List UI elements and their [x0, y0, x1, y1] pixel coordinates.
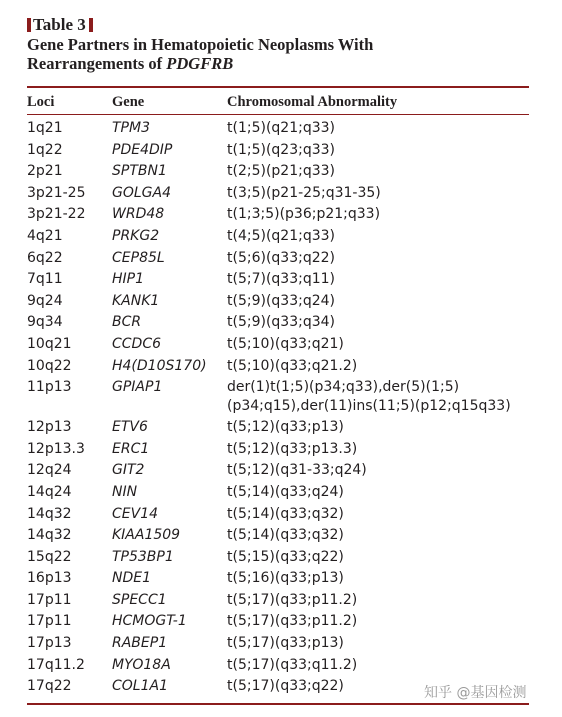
loci-cell: 17p11	[27, 613, 72, 630]
loci-cell: 9q34	[27, 314, 63, 331]
table-label	[27, 15, 537, 35]
caption-line-1: Gene Partners in Hematopoietic Neoplasms With	[27, 35, 374, 54]
title-bar-right	[89, 18, 93, 32]
table-row	[0, 418, 562, 440]
loci-cell: 10q21	[27, 335, 72, 352]
abnormality-cell: der(1)t(1;5)(p34;q33),der(5)(1;5)(p34;q15),der(11)ins(11;5)(p12;q15q33)	[227, 379, 511, 415]
watermark: 知乎 @基因检测	[424, 685, 527, 701]
table-row	[0, 569, 562, 591]
abnormality-cell: t(5;17)(q33;q11.2)	[227, 656, 358, 673]
loci-cell: 17p11	[27, 591, 72, 608]
caption-line-2	[27, 54, 537, 73]
table-number: Table 3	[33, 15, 86, 34]
table-row	[0, 184, 562, 206]
table-row	[0, 378, 562, 418]
bottom-rule	[27, 703, 529, 705]
loci-cell: 12p13	[27, 419, 72, 436]
gene-cell: GIT2	[112, 462, 145, 479]
header-loci: Loci	[27, 94, 55, 110]
loci-cell: 10q22	[27, 357, 72, 374]
gene-cell: ETV6	[112, 419, 148, 436]
abnormality-cell: t(5;12)(q31-33;q24)	[227, 462, 367, 479]
abnormality-cell: t(5;10)(q33;q21.2)	[227, 357, 358, 374]
loci-cell: 12p13.3	[27, 440, 85, 457]
table-row	[0, 162, 562, 184]
gene-cell: PDE4DIP	[112, 141, 173, 158]
table-row	[0, 440, 562, 462]
loci-cell: 2p21	[27, 163, 63, 180]
gene-cell: KANK1	[112, 292, 160, 309]
table-row	[0, 483, 562, 505]
gene-cell: SPTBN1	[112, 163, 167, 180]
table-body	[0, 119, 562, 699]
gene-cell: WRD48	[112, 206, 165, 223]
abnormality-cell: t(5;17)(q33;p11.2)	[227, 613, 358, 630]
loci-cell: 17q22	[27, 678, 72, 695]
table-row	[0, 313, 562, 335]
table-row	[0, 357, 562, 379]
gene-cell: GOLGA4	[112, 184, 172, 201]
table-row	[0, 227, 562, 249]
caption-gene: PDGFRB	[166, 54, 234, 73]
abnormality-cell: t(1;5)(q23;q33)	[227, 141, 335, 158]
table-row	[0, 335, 562, 357]
header-abnormality: Chromosomal Abnormality	[227, 94, 398, 110]
gene-cell: TP53BP1	[112, 548, 174, 565]
abnormality-cell: t(5;15)(q33;q22)	[227, 548, 344, 565]
gene-cell: ERC1	[112, 440, 150, 457]
abnormality-cell: t(5;9)(q33;q34)	[227, 314, 335, 331]
top-rule	[27, 86, 529, 88]
caption-line-2-prefix: Rearrangements of	[27, 54, 163, 73]
abnormality-cell: t(5;14)(q33;q32)	[227, 527, 344, 544]
abnormality-cell: t(2;5)(p21;q33)	[227, 163, 335, 180]
table-row	[0, 591, 562, 613]
abnormality-cell: t(5;14)(q33;q24)	[227, 483, 344, 500]
title-bar-left	[27, 18, 31, 32]
header-gene: Gene	[112, 94, 145, 110]
table-row	[0, 292, 562, 314]
gene-cell: KIAA1509	[112, 527, 181, 544]
table-row	[0, 119, 562, 141]
abnormality-cell: t(5;17)(q33;q22)	[227, 678, 344, 695]
loci-cell: 3p21-25	[27, 184, 86, 201]
gene-cell: CEV14	[112, 505, 159, 522]
gene-cell: RABEP1	[112, 635, 168, 652]
table-row	[0, 141, 562, 163]
loci-cell: 3p21-22	[27, 206, 86, 223]
loci-cell: 14q32	[27, 527, 72, 544]
loci-cell: 1q22	[27, 141, 63, 158]
loci-cell: 16p13	[27, 570, 72, 587]
gene-cell: NIN	[112, 483, 138, 500]
abnormality-cell: t(5;7)(q33;q11)	[227, 271, 335, 288]
abnormality-cell: t(1;5)(q21;q33)	[227, 120, 335, 136]
table-row	[0, 205, 562, 227]
gene-cell: H4(D10S170)	[112, 357, 207, 374]
loci-cell: 9q24	[27, 292, 63, 309]
gene-cell: COL1A1	[112, 678, 168, 695]
abnormality-cell: t(3;5)(p21-25;q31-35)	[227, 184, 381, 201]
loci-cell: 4q21	[27, 227, 63, 244]
gene-cell: TPM3	[112, 120, 150, 136]
table-caption	[27, 35, 537, 73]
loci-cell: 17q11.2	[27, 656, 85, 673]
gene-cell: NDE1	[112, 570, 152, 587]
loci-cell: 12q24	[27, 462, 72, 479]
gene-cell: HCMOGT-1	[112, 613, 187, 630]
loci-cell: 7q11	[27, 271, 63, 288]
loci-cell: 14q32	[27, 505, 72, 522]
loci-cell: 1q21	[27, 120, 63, 136]
abnormality-cell: t(5;6)(q33;q22)	[227, 249, 335, 266]
table-title-block	[27, 15, 537, 73]
abnormality-cell: t(5;12)(q33;p13)	[227, 419, 344, 436]
loci-cell: 17p13	[27, 635, 72, 652]
abnormality-cell: t(1;3;5)(p36;p21;q33)	[227, 206, 381, 223]
header-rule	[27, 114, 529, 115]
table-row	[0, 461, 562, 483]
table-row	[0, 634, 562, 656]
abnormality-cell: t(4;5)(q21;q33)	[227, 227, 335, 244]
gene-cell: HIP1	[112, 271, 145, 288]
gene-cell: BCR	[112, 314, 142, 331]
abnormality-cell: t(5;12)(q33;p13.3)	[227, 440, 358, 457]
abnormality-cell: t(5;10)(q33;q21)	[227, 335, 344, 352]
table-row	[0, 612, 562, 634]
gene-cell: CCDC6	[112, 335, 162, 352]
loci-cell: 15q22	[27, 548, 72, 565]
abnormality-cell: t(5;14)(q33;q32)	[227, 505, 344, 522]
abnormality-cell: t(5;17)(q33;p11.2)	[227, 591, 358, 608]
loci-cell: 11p13	[27, 379, 72, 396]
loci-cell: 14q24	[27, 483, 72, 500]
table-row	[0, 526, 562, 548]
abnormality-cell: t(5;16)(q33;p13)	[227, 570, 344, 587]
table-row	[0, 656, 562, 678]
gene-cell: CEP85L	[112, 249, 165, 266]
table-row	[0, 548, 562, 570]
abnormality-cell: t(5;17)(q33;p13)	[227, 635, 344, 652]
table-row	[0, 505, 562, 527]
table-row	[0, 249, 562, 271]
gene-cell: GPIAP1	[112, 379, 163, 396]
table-row	[0, 270, 562, 292]
abnormality-cell: t(5;9)(q33;q24)	[227, 292, 335, 309]
table-header	[0, 92, 562, 112]
gene-cell: MYO18A	[112, 656, 171, 673]
gene-cell: SPECC1	[112, 591, 167, 608]
gene-cell: PRKG2	[112, 227, 160, 244]
loci-cell: 6q22	[27, 249, 63, 266]
